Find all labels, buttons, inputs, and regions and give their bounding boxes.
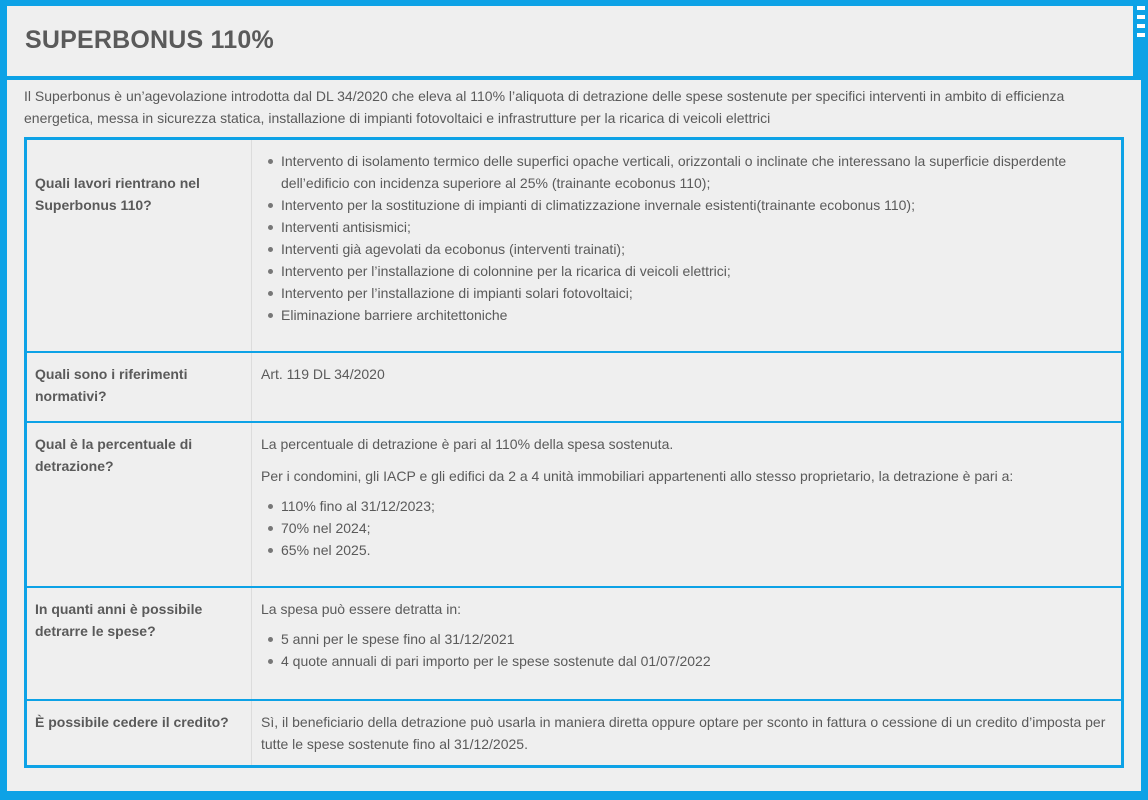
question-cell: Quali lavori rientrano nel Superbonus 110? [26, 139, 252, 352]
page-title: SUPERBONUS 110% [25, 26, 274, 54]
list-item: 110% fino al 31/12/2023; [261, 495, 1111, 517]
list-item: 5 anni per le spese fino al 31/12/2021 [261, 628, 1111, 650]
table-row [26, 352, 1123, 422]
answer-cell [252, 139, 1123, 352]
list-item: 65% nel 2025. [261, 539, 1111, 561]
answer-paragraph: La percentuale di detrazione è pari al 110% della spesa sostenuta. [261, 435, 674, 452]
rates-list [261, 495, 1111, 561]
answer-cell [252, 587, 1123, 700]
answer-cell [252, 422, 1123, 587]
page-header [7, 6, 1133, 76]
list-item: Intervento per la sostituzione di impianti di climatizzazione invernale esistenti(trainante ecobonus 110); [261, 194, 1111, 216]
question-cell: Qual è la percentuale di detrazione? [26, 422, 252, 587]
content-area [7, 80, 1141, 791]
question-cell: In quanti anni è possibile detrarre le spese? [26, 587, 252, 700]
years-list [261, 628, 1111, 672]
list-item: Interventi antisismici; [261, 216, 1111, 238]
table-row [26, 587, 1123, 700]
table-row [26, 700, 1123, 767]
table-row [26, 422, 1123, 587]
list-item: Interventi già agevolati da ecobonus (interventi trainati); [261, 238, 1111, 260]
list-item: Eliminazione barriere architettoniche [261, 304, 1111, 326]
list-item: Intervento per l’installazione di colonnine per la ricarica di veicoli elettrici; [261, 260, 1111, 282]
list-item: 4 quote annuali di pari importo per le spese sostenute dal 01/07/2022 [261, 650, 1111, 672]
answer-cell: Art. 119 DL 34/2020 [261, 365, 385, 382]
question-cell: Quali sono i riferimenti normativi? [26, 352, 252, 422]
question-cell: È possibile cedere il credito? [26, 700, 252, 767]
list-item: Intervento per l’installazione di impianti solari fotovoltaici; [261, 282, 1111, 304]
answer-cell: Sì, il beneficiario della detrazione può usarla in maniera diretta oppure optare per sconto in fattura o cessione di un credito d’imposta per tutte le spese sostenute fino al 31/12/2025. [261, 713, 1106, 752]
intro-text: Il Superbonus è un’agevolazione introdotta dal DL 34/2020 che eleva al 110% l’aliquota di detrazione delle spese sostenute per specifici interventi in ambito di efficienza energetica, messa in sicurezza statica, installazione di impianti fotovoltaici e infrastrutture per la ricarica di veicoli elettrici [24, 88, 1065, 126]
answer-paragraph: Per i condomini, gli IACP e gli edifici da 2 a 4 unità immobiliari appartenenti allo stesso proprietario, la detrazione è pari a: [261, 467, 1014, 484]
scroll-indicator [1137, 6, 1145, 42]
faq-table [24, 137, 1124, 768]
table-row [26, 139, 1123, 352]
list-item: Intervento di isolamento termico delle superfici opache verticali, orizzontali o inclinate che interessano la superficie disperdente dell’edificio con incidenza superiore al 25% (trainante ecobonus 110); [261, 150, 1111, 194]
list-item: 70% nel 2024; [261, 517, 1111, 539]
answer-paragraph: La spesa può essere detratta in: [261, 600, 462, 617]
works-list [261, 150, 1111, 326]
